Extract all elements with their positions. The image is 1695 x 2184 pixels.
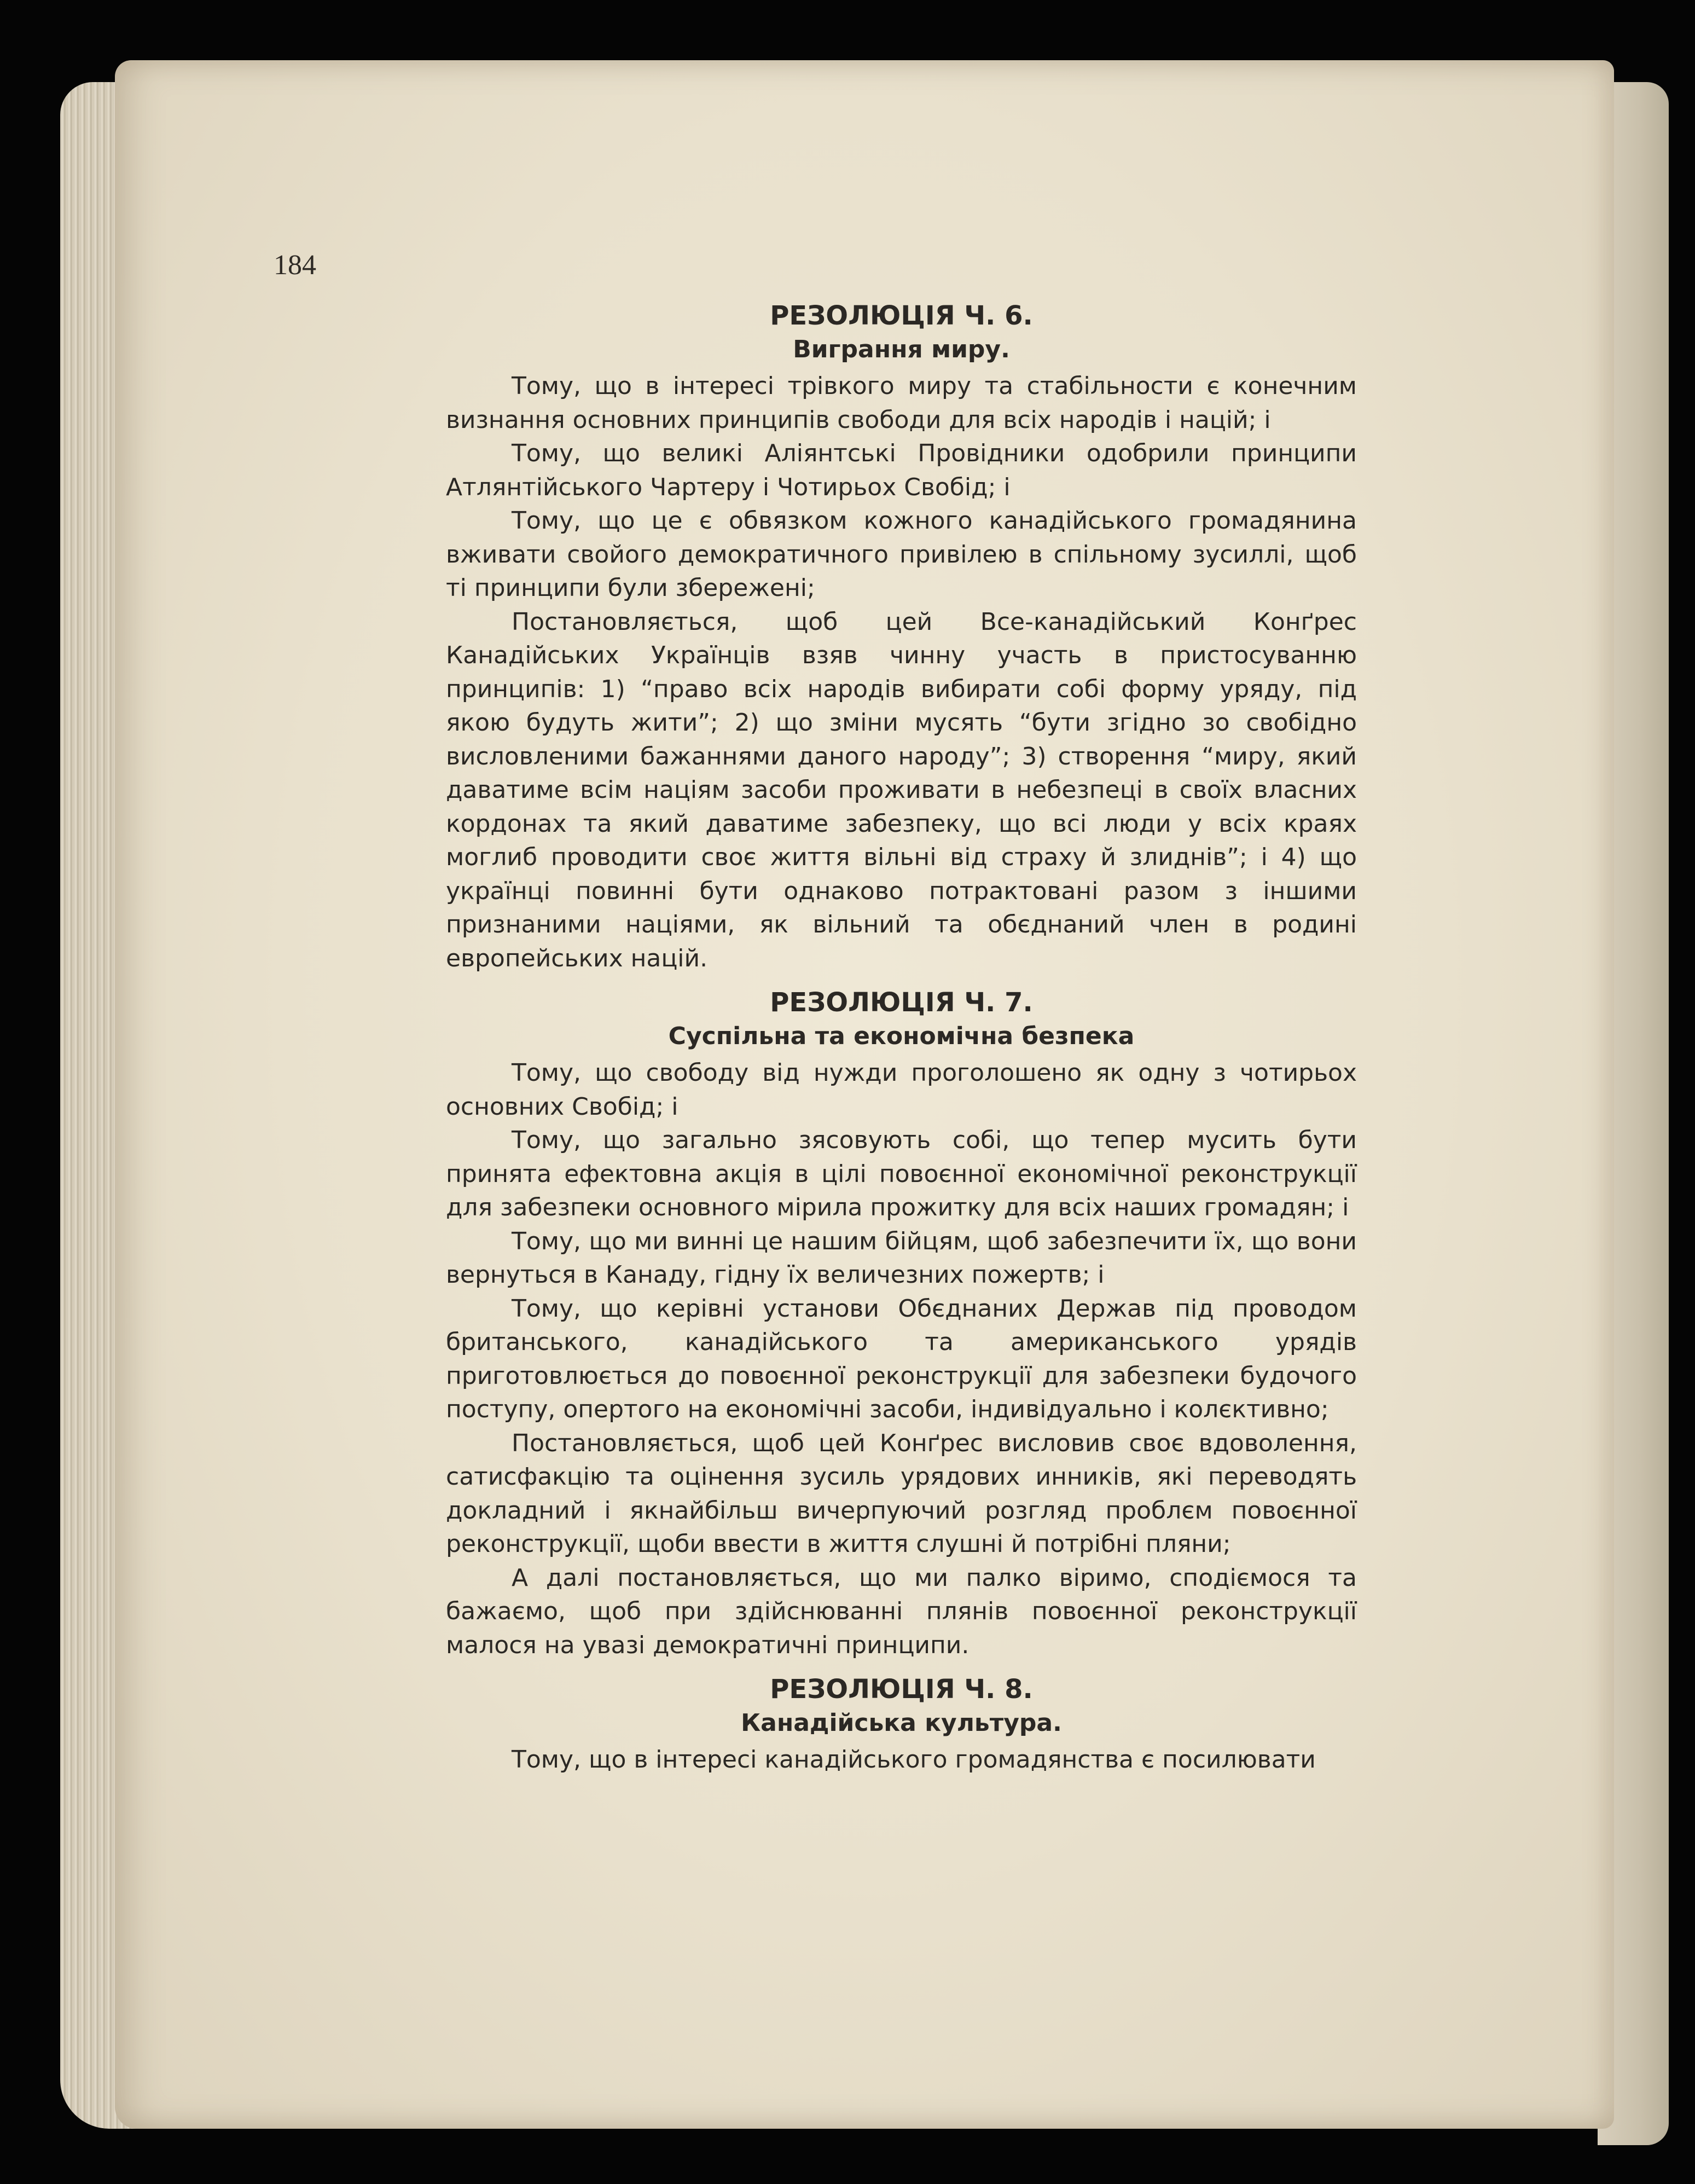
page-number: 184: [274, 250, 316, 281]
resolution-subtitle: Суспільна та економічна безпека: [668, 1022, 1135, 1050]
resolution-subtitle: Виграння миру.: [793, 335, 1010, 363]
resolution-subtitle: Канадійська культура.: [741, 1709, 1062, 1737]
paragraph: Постановляється, щоб цей Конґрес висловив своє вдоволення, сатисфакцію та оцінення зусиль урядових инників, які переводять докладний і якнайбільш вичерпуючий розгляд проблєм повоєнної реконструкції, щоби ввести в життя слушні й потрібні пляни;: [446, 1429, 1357, 1558]
resolution-title: РЕЗОЛЮЦІЯ Ч. 8.: [770, 1674, 1033, 1705]
resolution-title: РЕЗОЛЮЦІЯ Ч. 6.: [770, 300, 1033, 331]
paragraph: Тому, що в інтересі канадійського громадянства є посилювати: [512, 1746, 1316, 1774]
paragraph: Тому, що свободу від нужди проголошено як одну з чотирьох основних Свобід; і: [446, 1059, 1357, 1121]
paragraph: Тому, що в інтересі трівкого миру та стабільности є конечним визнання основних принципів свободи для всіх народів і націй; і: [446, 372, 1357, 434]
paragraph: Постановляється, щоб цей Все-канадійський Конґрес Канадійських Українців взяв чинну участь в пристосуванню принципів: 1) “право всіх народів вибирати собі форму уряду, під якою будуть жити”; 2) що зміни мусять “бути згідно зо свобідно висловленими бажаннями даного народу”; 3) створення “миру, який даватиме всім націям засоби проживати в небезпеці в своїх власних кордонах та який даватиме забезпеку, що всі люди у всіх краях моглиб проводити своє життя вільні від страху й злиднів”; і 4) що українці повинні бути однаково потрактовані разом з іншими признаними націями, як вільний та обєднаний член в родині европейських націй.: [446, 607, 1357, 972]
paragraph: Тому, що керівні установи Обєднаних Держав під проводом британського, канадійського та американського урядів приготовлюється до повоєнної реконструкції для забезпеки будочого поступу, опертого на економічні засоби, індивідуально і колєктивно;: [446, 1294, 1357, 1423]
resolution-7: [446, 985, 1357, 1662]
page-body: [446, 298, 1357, 1777]
resolution-6: [446, 298, 1357, 975]
paragraph: Тому, що великі Аліянтські Провідники одобрили принципи Атлянтійського Чартеру і Чотирьох Свобід; і: [446, 439, 1357, 501]
paragraph: Тому, що це є обвязком кожного канадійського громадянина вживати свойого демократичного привілею в спільному зусиллі, щоб ті принципи були збережені;: [446, 507, 1357, 602]
paragraph: Тому, що ми винні це нашим бійцям, щоб забезпечити їх, що вони вернуться в Канаду, гідну їх величезних пожертв; і: [446, 1227, 1357, 1289]
resolution-title: РЕЗОЛЮЦІЯ Ч. 7.: [770, 987, 1033, 1018]
paragraph: Тому, що загально зясовують собі, що тепер мусить бути принята ефектовна акція в цілі повоєнної економічної реконструкції для забезпеки основного мірила прожитку для всіх наших громадян; і: [446, 1126, 1357, 1221]
resolution-8: [446, 1672, 1357, 1777]
paragraph: А далі постановляється, що ми палко віримо, сподіємося та бажаємо, щоб при здійснюванні плянів повоєнної реконструкції малося на увазі демократичні принципи.: [446, 1563, 1357, 1659]
